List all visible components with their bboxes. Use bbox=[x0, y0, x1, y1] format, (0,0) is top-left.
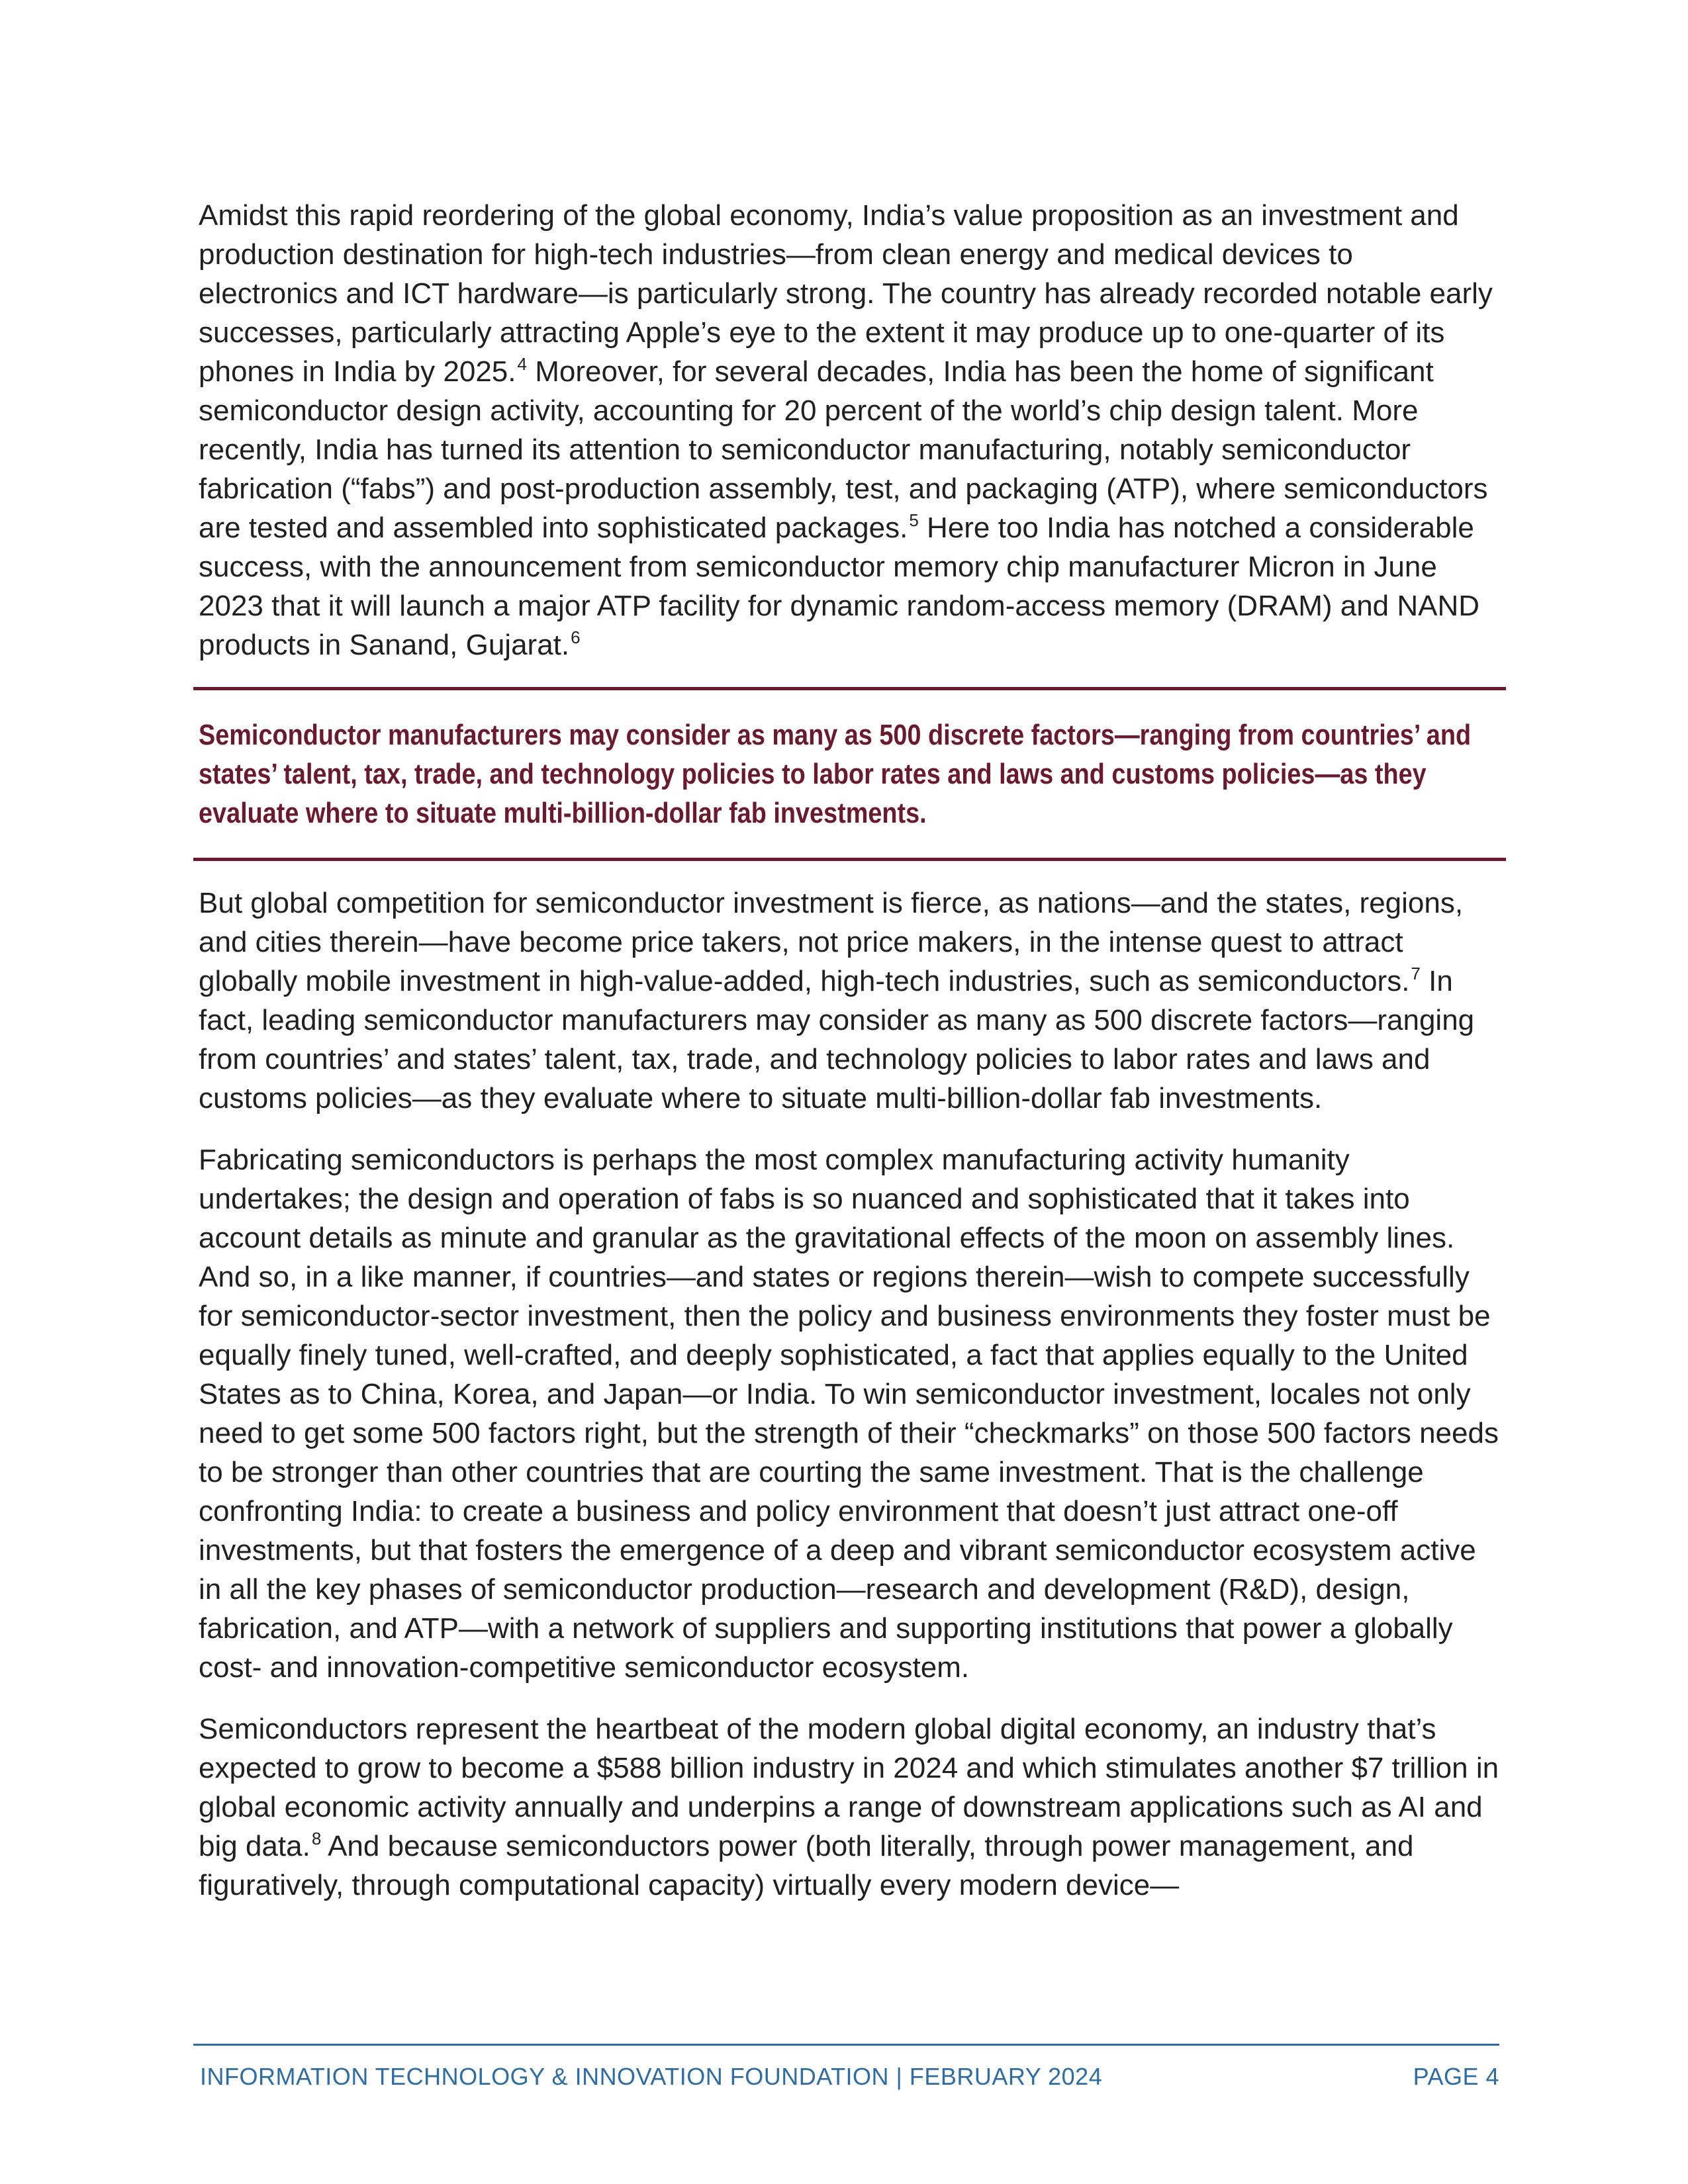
paragraph-4-text-a: Semiconductors represent the heartbeat of the modern global digital economy, an industry that’s expected to grow to become a $588 billion industry in 2024 and which stimulates another $7 trillion in global economic activity annually and underpins a range of downstream applications such as AI and big data. bbox=[199, 1713, 1499, 1862]
paragraph-2 bbox=[199, 884, 1499, 1118]
paragraph-1-text-a: Amidst this rapid reordering of the global economy, India’s value proposition as an investment and production destination for high-tech industries—from clean energy and medical devices to electronics and ICT hardware—is particularly strong. The country has already recorded notable early successes, particularly attracting Apple’s eye to the extent it may produce up to one-quarter of its phones in India by 2025. bbox=[199, 199, 1493, 388]
paragraph-2-text-a: But global competition for semiconductor investment is fierce, as nations—and the states, regions, and cities therein—have become price takers, not price makers, in the intense quest to attract globally mobile investment in high-value-added, high-tech industries, such as semiconductors. bbox=[199, 887, 1464, 997]
page-footer bbox=[193, 2044, 1499, 2091]
paragraph-3: Fabricating semiconductors is perhaps the most complex manufacturing activity humanity undertakes; the design and operation of fabs is so nuanced and sophisticated that it takes into account details as minute and granular as the gravitational effects of the moon on assembly lines. And so, in a like manner, if countries—and states or regions therein—wish to compete successfully for semiconductor-sector investment, then the policy and business environments they foster must be equally finely tuned, well-crafted, and deeply sophisticated, a fact that applies equally to the United States as to China, Korea, and Japan—or India. To win semiconductor investment, locales not only need to get some 500 factors right, but the strength of their “checkmarks” on those 500 factors needs to be stronger than other countries that are courting the same investment. That is the challenge confronting India: to create a business and policy environment that doesn’t just attract one-off investments, but that fosters the emergence of a deep and vibrant semiconductor ecosystem active in all the key phases of semiconductor production—research and development (R&D), design, fabrication, and ATP—with a network of suppliers and supporting institutions that power a globally cost- and innovation-competitive semiconductor ecosystem. bbox=[199, 1144, 1499, 1684]
footer-row bbox=[193, 2046, 1499, 2091]
pull-quote-text: Semiconductor manufacturers may consider as many as 500 discrete factors—ranging from countries’ and states’ talent, tax, trade, and technology policies to labor rates and laws and customs policies—as they evaluate where to situate multi-billion-dollar fab investments. bbox=[199, 719, 1472, 829]
paragraph-2-text-b: In fact, leading semiconductor manufacturers may consider as many as 500 discrete factors—ranging from countries’ and states’ talent, tax, trade, and technology policies to labor rates and laws and customs policies—as they evaluate where to situate multi-billion-dollar fab investments. bbox=[199, 965, 1475, 1115]
main-content bbox=[199, 196, 1499, 1927]
paragraph-1-text-b: Moreover, for several decades, India has been the home of significant semiconductor design activity, accounting for 20 percent of the world’s chip design talent. More recently, India has turned its attention to semiconductor manufacturing, notably semiconductor fabrication (“fabs”) and post-production assembly, test, and packaging (ATP), where semiconductors are tested and assembled into sophisticated packages. bbox=[199, 355, 1488, 544]
footnote-ref-7[interactable]: 7 bbox=[1411, 964, 1421, 983]
footnote-ref-6[interactable]: 6 bbox=[571, 627, 581, 647]
pull-quote bbox=[193, 687, 1506, 861]
footer-publisher: INFORMATION TECHNOLOGY & INNOVATION FOUNDATION | FEBRUARY 2024 bbox=[200, 2063, 1103, 2090]
paragraph-4-text-b: And because semiconductors power (both literally, through power management, and figuratively, through computational capacity) virtually every modern device— bbox=[199, 1830, 1414, 1901]
paragraph-4 bbox=[199, 1709, 1499, 1905]
footnote-ref-5[interactable]: 5 bbox=[909, 510, 919, 530]
footnote-ref-8[interactable]: 8 bbox=[311, 1829, 322, 1848]
page-number: PAGE 4 bbox=[1413, 2063, 1499, 2090]
paragraph-1-text-c: Here too India has notched a considerable success, with the announcement from semiconductor memory chip manufacturer Micron in June 2023 that it will launch a major ATP facility for dynamic random-access memory (DRAM) and NAND products in Sanand, Gujarat. bbox=[199, 512, 1480, 661]
paragraph-1 bbox=[199, 196, 1499, 664]
footnote-ref-4[interactable]: 4 bbox=[517, 354, 527, 374]
